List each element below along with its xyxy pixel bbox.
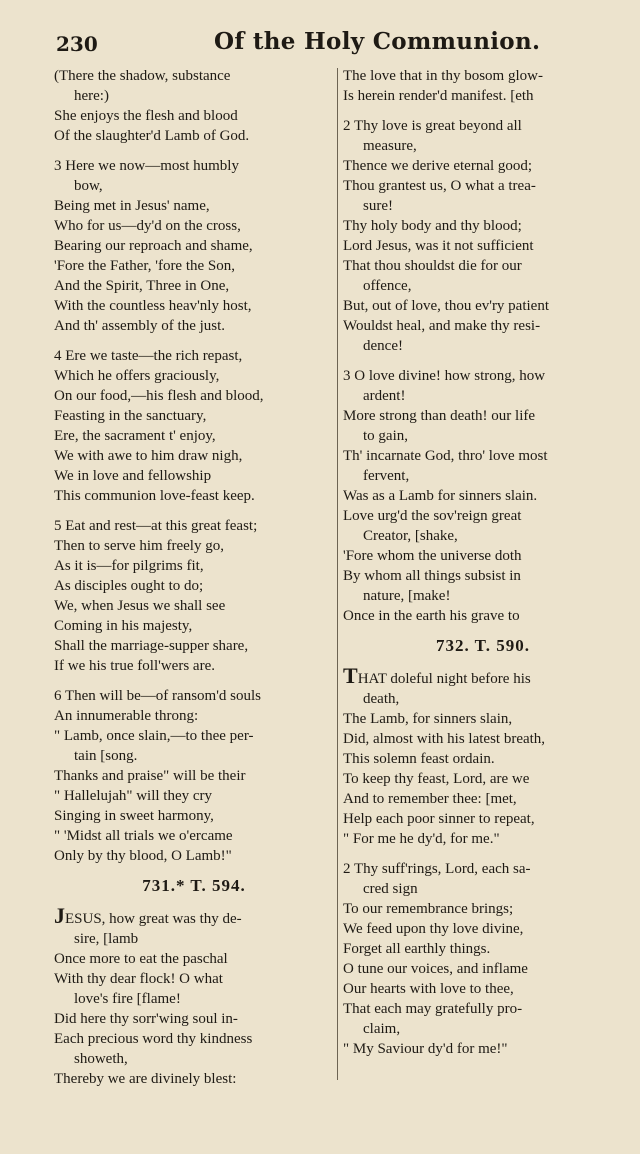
stanza [343, 666, 623, 849]
verse-line [343, 666, 623, 689]
hymn-heading: 731.* T. 594. [142, 876, 246, 895]
verse-line: O tune our voices, and inflame [343, 961, 528, 977]
left-column [54, 66, 334, 1099]
verse-line: Bearing our reproach and shame, [54, 238, 253, 254]
verse-line: " Lamb, once slain,—to thee per- [54, 728, 254, 744]
verse-line: But, out of love, thou ev'ry patient [343, 298, 550, 314]
verse-line: Coming in his majesty, [54, 618, 193, 634]
verse-line: As disciples ought to do; [54, 578, 204, 594]
stanza [54, 516, 334, 676]
verse-line: That thou shouldst die for our [343, 258, 522, 274]
verse-line: 'Fore the Father, 'fore the Son, [54, 258, 236, 274]
verse-line: Each precious word thy kindness [54, 1031, 253, 1047]
verse-line: 2 Thy suff'rings, Lord, each sa- [343, 861, 531, 877]
verse-line: Thence we derive eternal good; [343, 158, 533, 174]
verse-line: bow, [74, 178, 103, 194]
verse-line: To our remembrance brings; [343, 901, 514, 917]
verse-line: nature, [make! [363, 588, 451, 604]
verse-line: love's fire [flame! [74, 991, 181, 1007]
verse-line: Then to serve him freely go, [54, 538, 224, 554]
page-number: 230 [56, 32, 98, 56]
verse-line: Once in the earth his grave to [343, 608, 520, 624]
verse-line: tain [song. [74, 748, 138, 764]
verse-line: If we his true foll'wers are. [54, 658, 215, 674]
verse-line: Thou grantest us, O what a trea- [343, 178, 536, 194]
verse-line: More strong than death! our life [343, 408, 536, 424]
verse-line: We in love and fellowship [54, 468, 212, 484]
verse-text: ESUS, how great was thy de- [65, 911, 242, 927]
verse-line: Thy holy body and thy blood; [343, 218, 522, 234]
verse-line: death, [363, 691, 400, 707]
verse-line: She enjoys the flesh and blood [54, 108, 238, 124]
stanza [54, 906, 334, 1089]
verse-line: The love that in thy bosom glow- [343, 68, 543, 84]
verse-line: Singing in sweet harmony, [54, 808, 214, 824]
stanza [54, 156, 334, 336]
verse-line: measure, [363, 138, 417, 154]
verse-line: And to remember thee: [met, [343, 791, 517, 807]
page-header [56, 28, 596, 62]
stanza [343, 66, 623, 106]
verse-line: Of the slaughter'd Lamb of God. [54, 128, 250, 144]
verse-line: cred sign [363, 881, 418, 897]
verse-line: " For me he dy'd, for me." [343, 831, 500, 847]
verse-line: Help each poor sinner to repeat, [343, 811, 535, 827]
verse-line: Th' incarnate God, thro' love most [343, 448, 548, 464]
verse-line: Creator, [shake, [363, 528, 458, 544]
column-divider [337, 68, 338, 1080]
verse-line: This solemn feast ordain. [343, 751, 495, 767]
right-column [343, 66, 623, 1069]
drop-cap: T [343, 666, 358, 688]
verse-line: Once more to eat the paschal [54, 951, 228, 967]
verse-line: Only by thy blood, O Lamb!" [54, 848, 232, 864]
verse-line: We feed upon thy love divine, [343, 921, 524, 937]
verse-line: Was as a Lamb for sinners slain. [343, 488, 538, 504]
verse-line: On our food,—his flesh and blood, [54, 388, 264, 404]
verse-line: claim, [363, 1021, 401, 1037]
verse-line: dence! [363, 338, 403, 354]
verse-line: here:) [74, 88, 109, 104]
hymn-heading: 732. T. 590. [435, 636, 531, 655]
verse-line: " 'Midst all trials we o'ercame [54, 828, 233, 844]
verse-line: 3 Here we now—most humbly [54, 158, 239, 174]
stanza [54, 66, 334, 146]
verse-line: Being met in Jesus' name, [54, 198, 210, 214]
verse-line: The Lamb, for sinners slain, [343, 711, 513, 727]
stanza [343, 366, 623, 626]
verse-line: fervent, [363, 468, 410, 484]
verse-line: Thereby we are divinely blest: [54, 1071, 237, 1087]
verse-line: By whom all things subsist in [343, 568, 521, 584]
verse-line: This communion love-feast keep. [54, 488, 255, 504]
verse-line: Lord Jesus, was it not sufficient [343, 238, 534, 254]
verse-line: We, when Jesus we shall see [54, 598, 226, 614]
verse-line: And th' assembly of the just. [54, 318, 226, 334]
verse-line: We with awe to him draw nigh, [54, 448, 243, 464]
verse-line: To keep thy feast, Lord, are we [343, 771, 530, 787]
verse-line: And the Spirit, Three in One, [54, 278, 230, 294]
verse-text: HAT doleful night before his [357, 671, 531, 687]
running-title: Of the Holy Communion. [214, 28, 541, 55]
verse-line: 6 Then will be—of ransom'd souls [54, 688, 261, 704]
verse-line: As it is—for pilgrims fit, [54, 558, 204, 574]
verse-line: Love urg'd the sov'reign great [343, 508, 522, 524]
verse-line: Shall the marriage-supper share, [54, 638, 249, 654]
verse-line: Is herein render'd manifest. [eth [343, 88, 534, 104]
verse-line: Forget all earthly things. [343, 941, 491, 957]
verse-line [54, 906, 334, 929]
verse-line: sire, [lamb [74, 931, 139, 947]
verse-line: With the countless heav'nly host, [54, 298, 252, 314]
verse-line: 5 Eat and rest—at this great feast; [54, 518, 258, 534]
verse-line: Our hearts with love to thee, [343, 981, 514, 997]
verse-line: 'Fore whom the universe doth [343, 548, 522, 564]
stanza [54, 686, 334, 866]
stanza [54, 346, 334, 506]
verse-line: sure! [363, 198, 393, 214]
verse-line: Did here thy sorr'wing soul in- [54, 1011, 238, 1027]
drop-cap: J [54, 906, 65, 928]
verse-line: With thy dear flock! O what [54, 971, 223, 987]
verse-line: Who for us—dy'd on the cross, [54, 218, 241, 234]
verse-line: Ere, the sacrament t' enjoy, [54, 428, 216, 444]
verse-line: Feasting in the sanctuary, [54, 408, 207, 424]
verse-line: 2 Thy love is great beyond all [343, 118, 522, 134]
verse-line: (There the shadow, substance [54, 68, 231, 84]
verse-line: Did, almost with his latest breath, [343, 731, 546, 747]
verse-line: 3 O love divine! how strong, how [343, 368, 546, 384]
verse-line: ardent! [363, 388, 406, 404]
verse-line: showeth, [74, 1051, 128, 1067]
verse-line: " My Saviour dy'd for me!" [343, 1041, 508, 1057]
stanza [343, 859, 623, 1059]
verse-line: Thanks and praise" will be their [54, 768, 246, 784]
verse-line: to gain, [363, 428, 408, 444]
verse-line: " Hallelujah" will they cry [54, 788, 213, 804]
verse-line: offence, [363, 278, 412, 294]
verse-line: 4 Ere we taste—the rich repast, [54, 348, 243, 364]
verse-line: Wouldst heal, and make thy resi- [343, 318, 541, 334]
stanza [343, 116, 623, 356]
verse-line: Which he offers graciously, [54, 368, 220, 384]
verse-line: An innumerable throng: [54, 708, 199, 724]
verse-line: That each may gratefully pro- [343, 1001, 523, 1017]
